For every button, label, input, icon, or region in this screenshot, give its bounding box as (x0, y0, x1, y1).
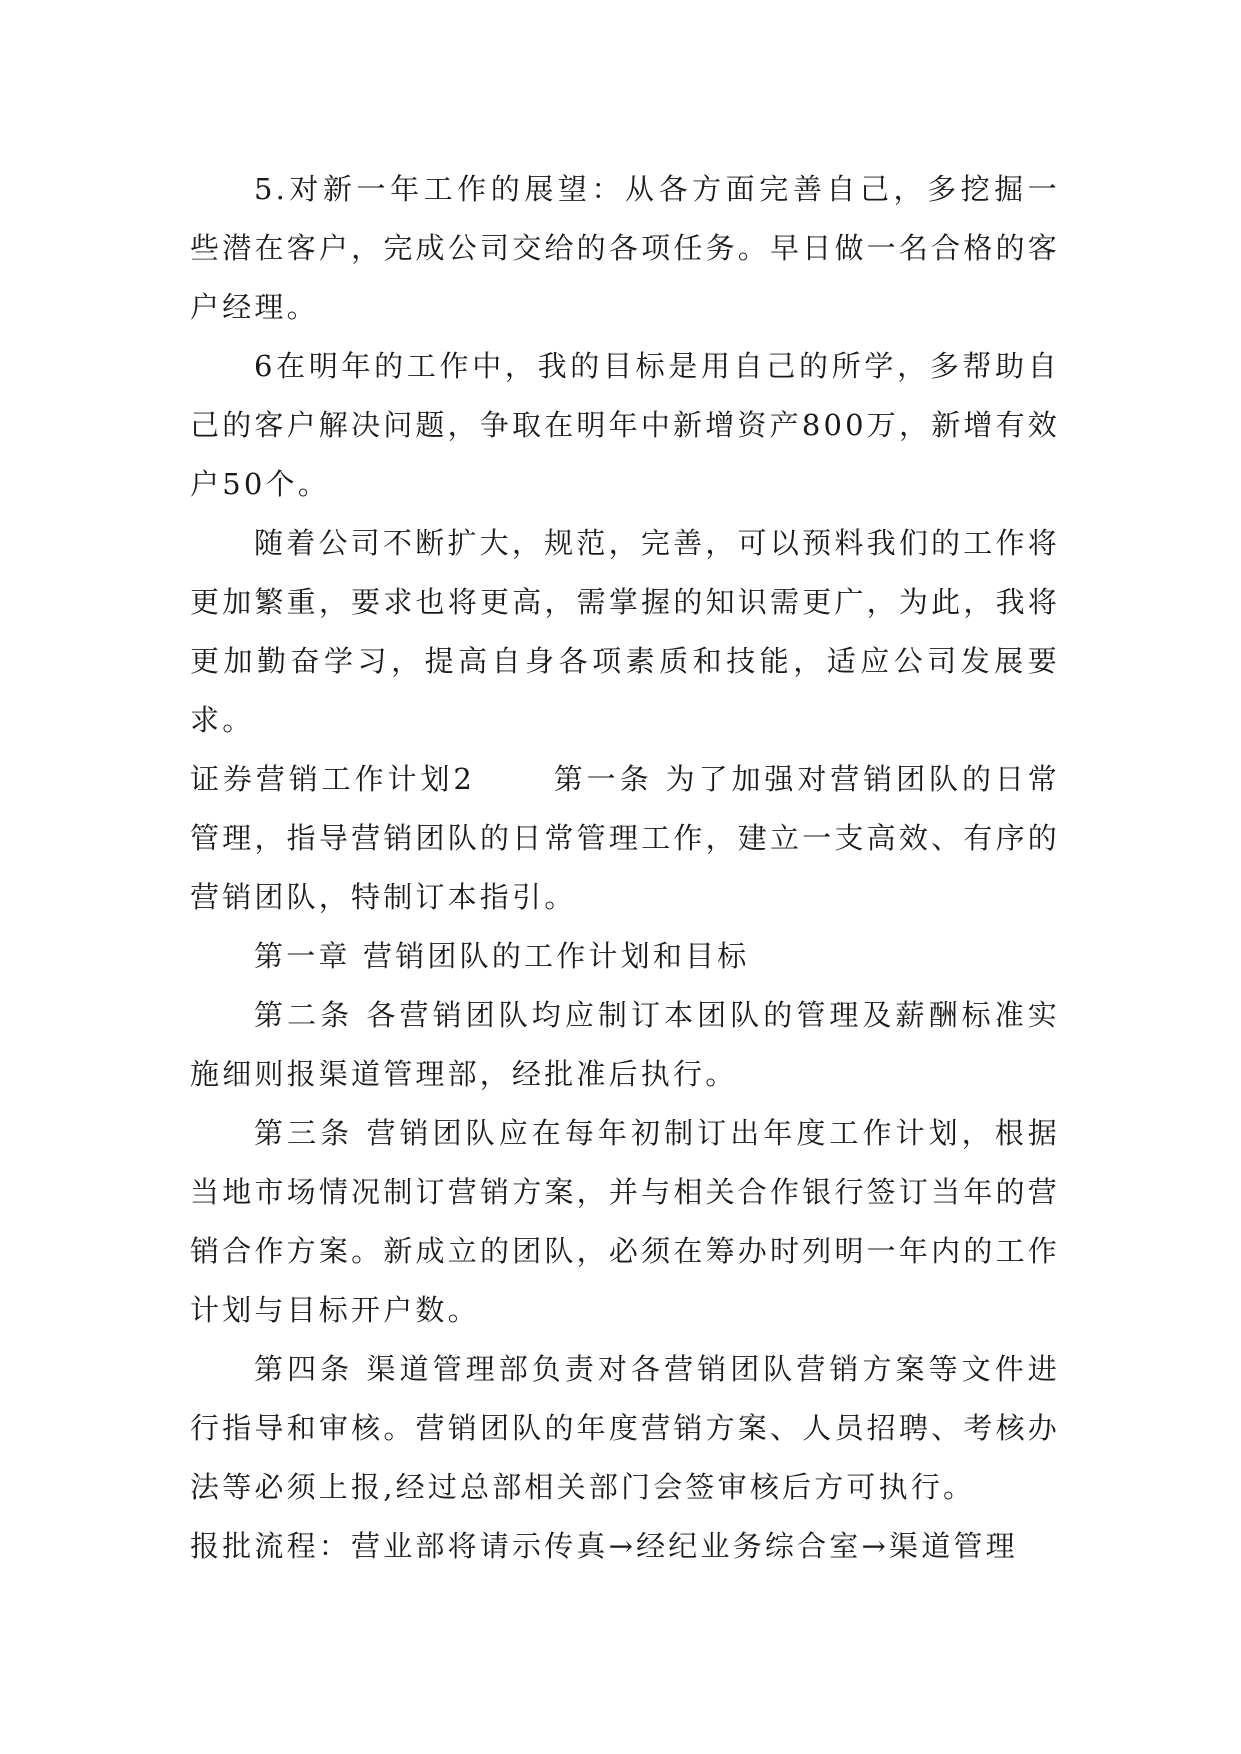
document-page (190, 160, 1060, 1576)
article-three: 第三条 营销团队应在每年初制订出年度工作计划，根据当地市场情况制订营销方案，并与相关合作银行签订当年的营销合作方案。新成立的团队，必须在筹办时列明一年内的工作计划与目标开户数。 (190, 1116, 1060, 1327)
article-one-text: 第一条 为了加强对营销团队的日常管理，指导营销团队的日常管理工作，建立一支高效、有序的营销团队，特制订本指引。 (190, 762, 1060, 914)
approval-process-line: 报批流程：营业部将请示传真→经纪业务综合室→渠道管理 (190, 1529, 1018, 1563)
article-four: 第四条 渠道管理部负责对各营销团队营销方案等文件进行指导和审核。营销团队的年度营销方案、人员招聘、考核办法等必须上报,经过总部相关部门会签审核后方可执行。 (190, 1352, 1060, 1504)
paragraph-development: 随着公司不断扩大，规范，完善，可以预料我们的工作将更加繁重，要求也将更高，需掌握的知识需更广，为此，我将更加勤奋学习，提高自身各项素质和技能，适应公司发展要求。 (190, 526, 1060, 737)
paragraph-outlook: 5.对新一年工作的展望：从各方面完善自己，多挖掘一些潜在客户，完成公司交给的各项任务。早日做一名合格的客户经理。 (190, 172, 1060, 324)
section-title: 证券营销工作计划2 (190, 762, 476, 796)
section-heading-paragraph (190, 750, 1060, 927)
paragraph-goals: 6在明年的工作中，我的目标是用自己的所学，多帮助自己的客户解决问题，争取在明年中新增资产800万，新增有效户50个。 (190, 349, 1060, 501)
chapter-one-heading: 第一章 营销团队的工作计划和目标 (254, 939, 750, 973)
article-two: 第二条 各营销团队均应制订本团队的管理及薪酬标准实施细则报渠道管理部，经批准后执行。 (190, 998, 1060, 1091)
